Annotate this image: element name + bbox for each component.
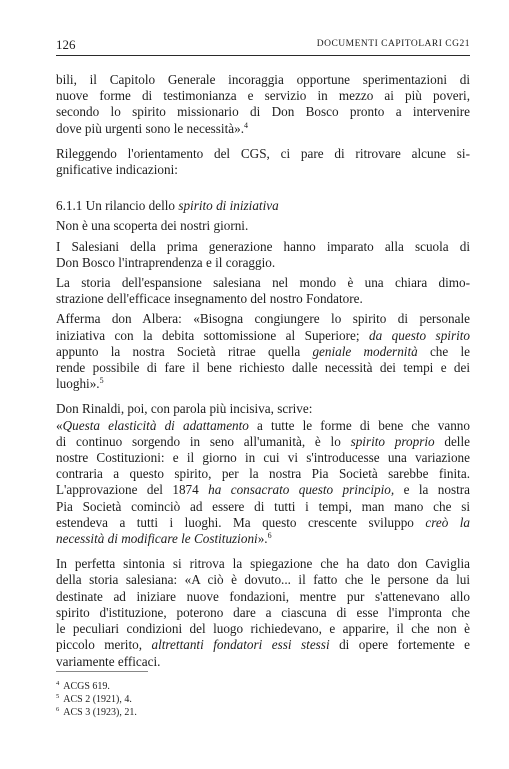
text-line: gnificative indicazioni: (56, 162, 178, 178)
paragraph-storia (56, 275, 470, 307)
text-line: I Salesiani della prima generazione hanno imparato alla scuola di (56, 238, 470, 254)
text-line: «Questa elasticità di adattamento a tutte le forme di bene che vanno (56, 417, 470, 433)
text-line: piccolo merito, altrettanti fondatori essi stessi di opere fortemente e (56, 637, 470, 653)
text-line: Pia Società cominciò ad essere di tutti i tempi, man mano che si (56, 498, 470, 514)
footnote-ref-5: 5 (99, 376, 104, 386)
text-line: dove più urgenti sono le necessità».$^4$ (56, 120, 249, 136)
footnote-ref-6: 6 (267, 531, 272, 541)
text-line: rende possibile di fare il bene richiesto dalle necessità dei tempi e dei (56, 360, 470, 376)
footnote-rule (56, 671, 148, 672)
text-line: Afferma don Albera: «Bisogna congiungere lo spirito di personale (56, 311, 470, 327)
text-line: le peculiari condizioni del luogo richiedevano, e apparire, il che non è (56, 621, 470, 637)
text-line: nuove forme di testimonianza e servizio in mezzo ai più poveri, (56, 88, 470, 104)
running-title: DOCUMENTI CAPITOLARI CG21 (316, 39, 470, 49)
text-line: nostre Costituzioni: e il giorno in cui vi s'introducesse una variazione (56, 450, 470, 466)
text-line: necessità di modificare le Costituzioni».$^6$ (56, 531, 272, 547)
text-line: appunto la nostra Società ritrae quella geniale modernità che le (56, 343, 470, 359)
text-line: iniziativa con la debita sottomissione al Superiore; da questo spirito (56, 327, 471, 343)
text-line: bili, il Capitolo Generale incoraggia opportune sperimentazioni di (56, 72, 470, 87)
text-line: contraria a questo spirito, per la nostra Pia Società sarebbe finita. (56, 466, 470, 482)
footnote-4 (56, 680, 356, 693)
text-line: Non è una scoperta dei nostri giorni. (56, 218, 249, 234)
text-line: In perfetta sintonia si ritrova la spiegazione che ha dato don Caviglia (56, 556, 470, 572)
paragraph-rileggendo (56, 146, 470, 178)
footnote-text: ACGS 619. (63, 681, 110, 692)
text-line: destinate ad iniziare nuove fondazioni, mentre pur s'attenevano allo (56, 588, 470, 604)
text-line: Rileggendo l'orientamento del CGS, ci pare di ritrovare alcune si- (56, 145, 470, 161)
footnote-mark: 4 (56, 680, 60, 687)
text-line: luoghi».$^5$ (56, 376, 104, 392)
footnote-5 (56, 693, 356, 706)
paragraph-scoperta (56, 218, 470, 234)
footnotes (56, 680, 356, 719)
paragraph-albera (56, 311, 470, 392)
footnote-ref-4: 4 (244, 120, 249, 130)
text-line: di continuo sorgendo in seno all'umanità, è lo spirito proprio delle (56, 433, 470, 449)
section-heading (56, 198, 470, 214)
page-number: 126 (56, 37, 76, 52)
heading-line: 6.1.1 Un rilancio dello spirito di iniziativa (56, 198, 279, 214)
paragraph-rinaldi (56, 401, 470, 547)
text-line: secondo lo spirito missionario di Don Bosco pronto a intervenire (56, 104, 470, 120)
text-line: estendeva a tutti i luoghi. Ma questo crescente sviluppo creò la (56, 514, 470, 530)
text-line: della storia salesiana: «A ciò è dovuto... il fatto che le persone da lui (56, 572, 470, 588)
text-line: La storia dell'espansione salesiana nel mondo è una chiara dimo- (56, 275, 470, 291)
text-line: Don Bosco l'intraprendenza e il coraggio. (56, 254, 276, 270)
text-line: spirito d'istituzione, poterono dare a ciascuna di esse l'impronta che (56, 604, 470, 620)
header-rule (56, 55, 470, 56)
body-text (56, 72, 470, 670)
text-line: Don Rinaldi, poi, con parola più incisiva, scrive: (56, 401, 313, 417)
page-header (56, 37, 470, 53)
text-line: L'approvazione del 1874 ha consacrato questo principio, e la nostra (56, 482, 470, 498)
footnote-6 (56, 706, 356, 719)
footnote-text: ACS 2 (1921), 4. (63, 694, 132, 705)
paragraph-continuation (56, 72, 470, 137)
footnote-text: ACS 3 (1923), 21. (63, 707, 137, 718)
footnote-mark: 5 (56, 693, 60, 700)
paragraph-salesiani (56, 239, 470, 271)
text-line: variamente efficaci. (56, 653, 161, 669)
footnote-mark: 6 (56, 706, 60, 713)
paragraph-caviglia (56, 556, 470, 669)
text-line: strazione dell'efficace insegnamento del nostro Fondatore. (56, 291, 363, 307)
